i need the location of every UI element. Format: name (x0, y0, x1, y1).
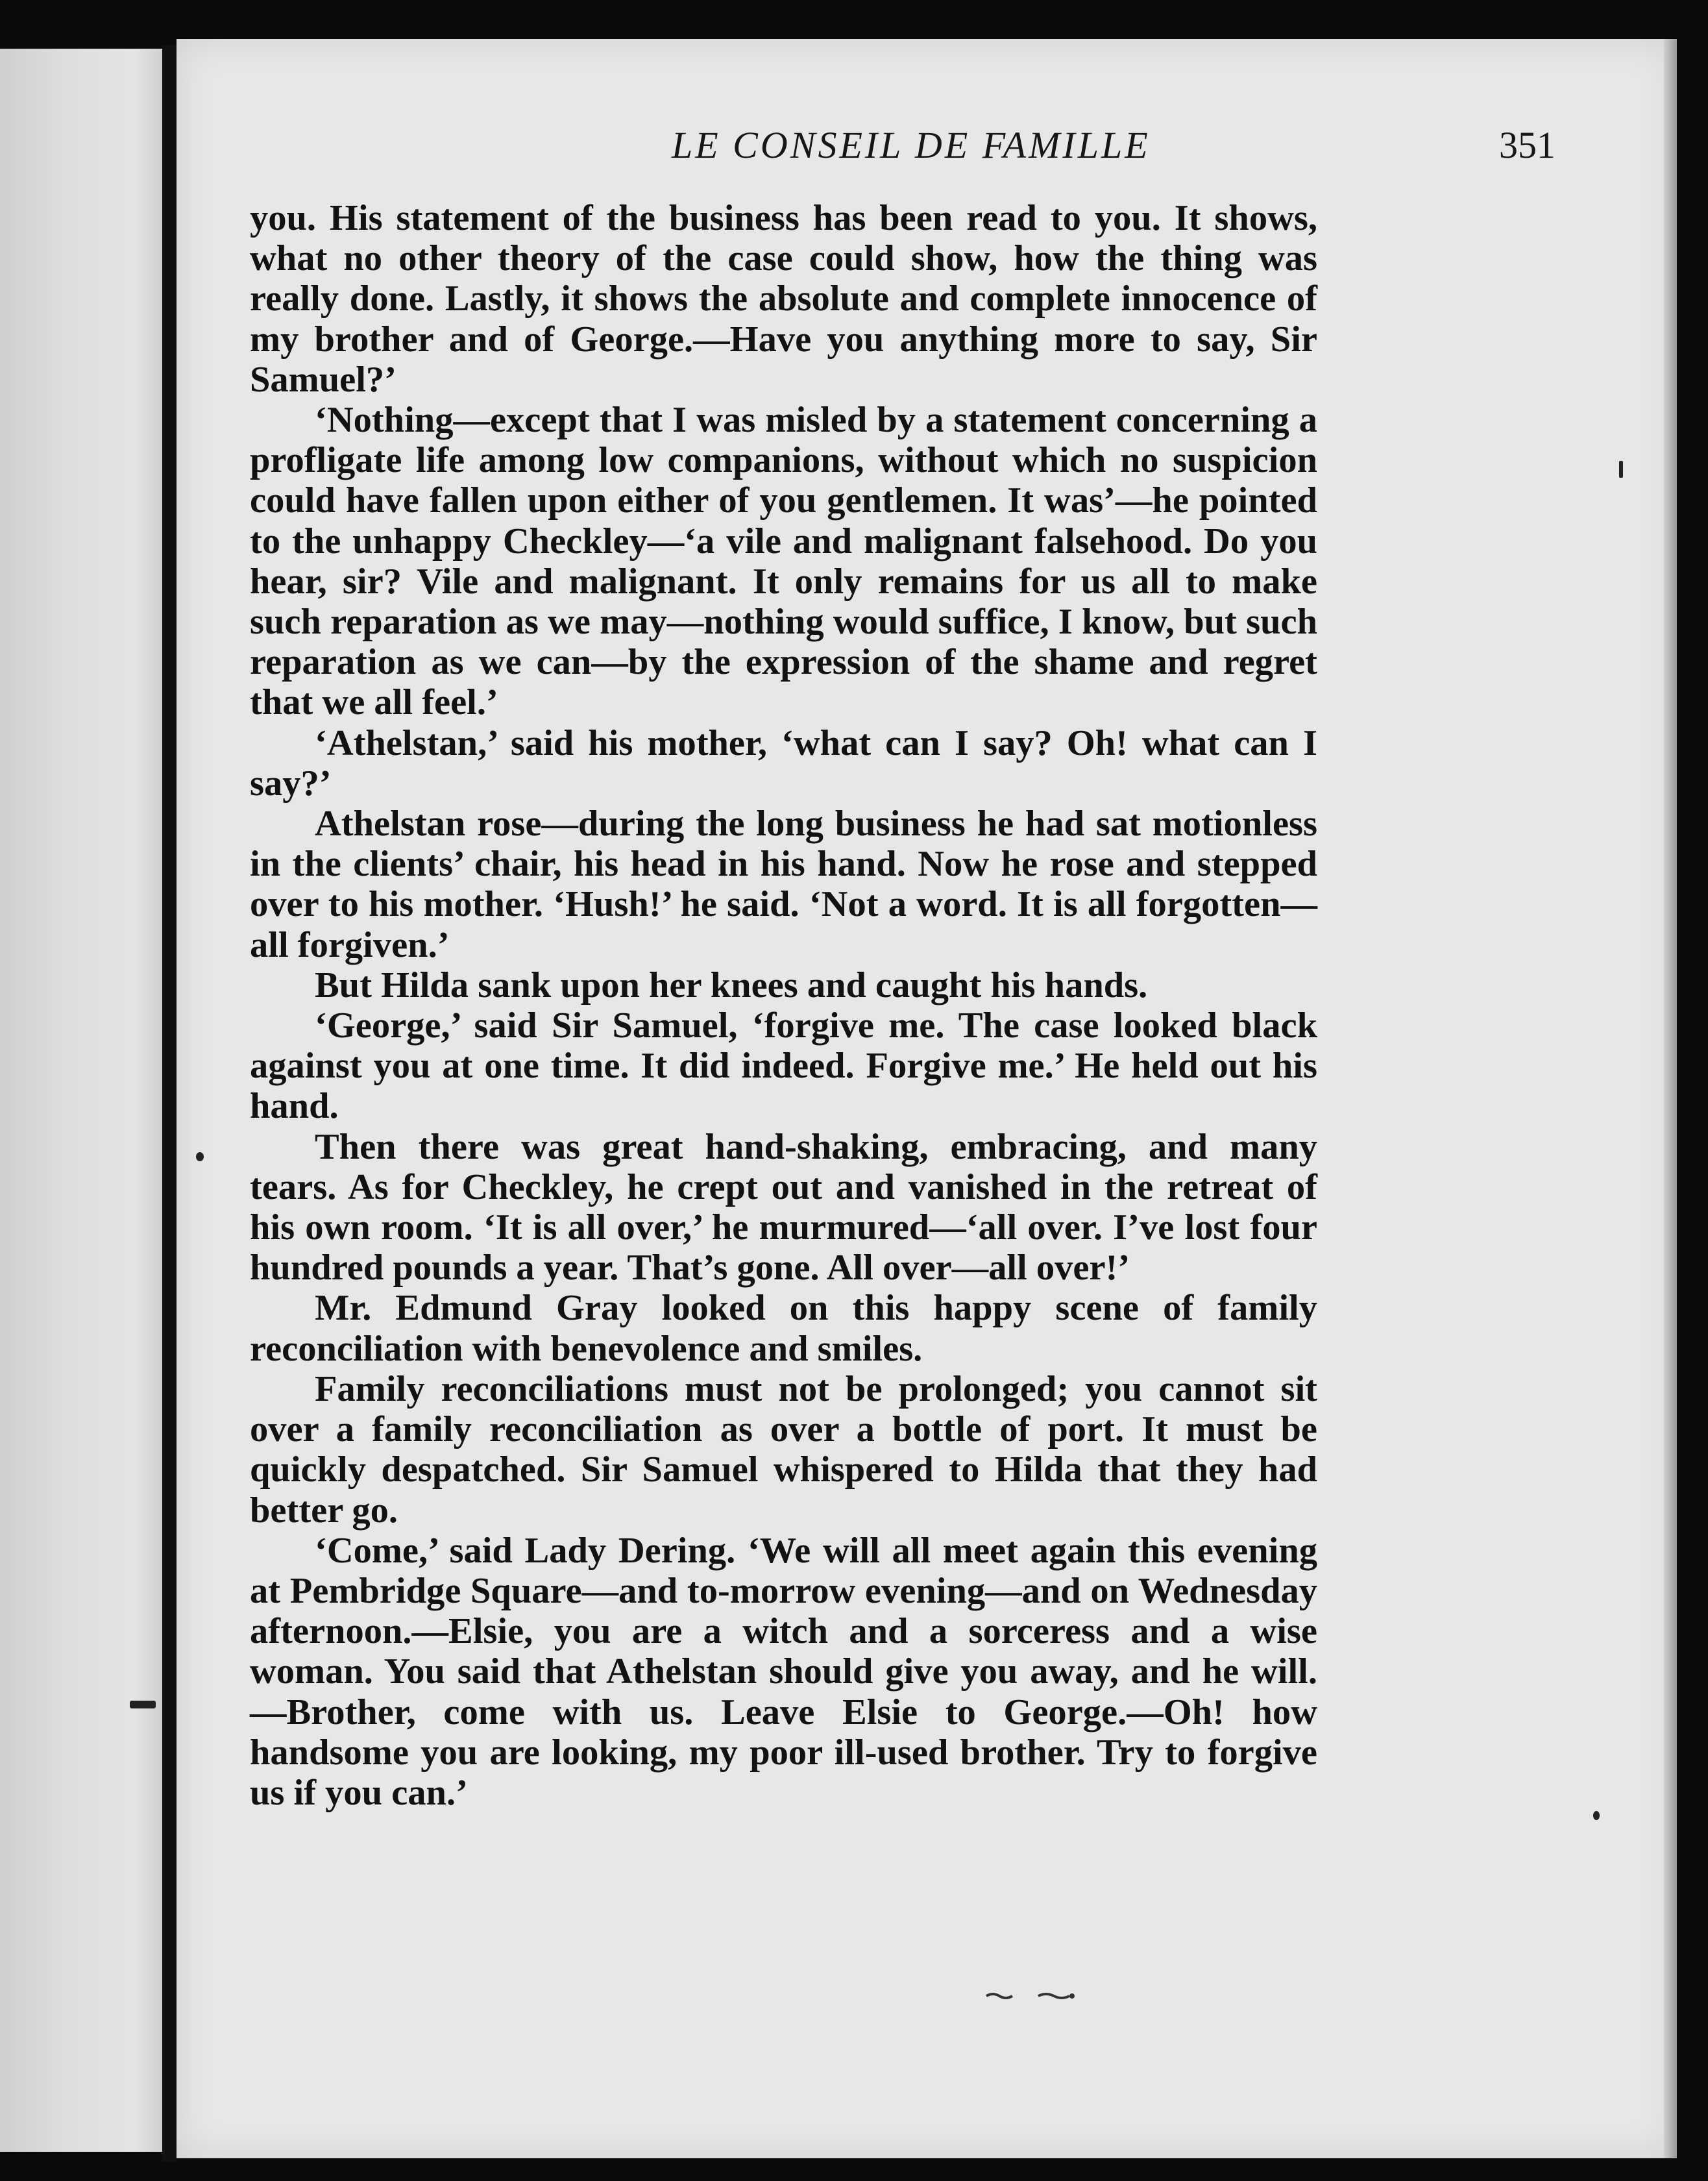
paragraph: But Hilda sank upon her knees and caught his hands. (315, 965, 1148, 1005)
paragraph: ‘Come,’ said Lady Dering. ‘We will all meet again this evening at Pembridge Square—and to-morrow evening—and on Wednesday afternoon.—Elsie, you are a witch and a sorceress and a wise woman. You said that Athelstan should give you away, and he will.—Brother, come with us. Leave Elsie to George.—Oh! how handsome you are looking, my poor ill-used brother. Try to forgive us if you can.’ (250, 1530, 1317, 1813)
book-gutter (162, 45, 177, 2162)
page-edge-shadow (1664, 39, 1677, 2158)
body-text (250, 198, 1317, 1813)
scan-speck (196, 1152, 204, 1161)
scan-speck (1593, 1811, 1600, 1820)
paragraph: Mr. Edmund Gray looked on this happy scene of family reconciliation with benevolence and smiles. (250, 1288, 1317, 1369)
page-number: 351 (1499, 124, 1556, 166)
paragraph: ‘George,’ said Sir Samuel, ‘forgive me. The case looked black against you at one time. It did indeed. Forgive me.’ He held out his hand. (250, 1005, 1317, 1127)
running-title: LE CONSEIL DE FAMILLE (672, 124, 1151, 166)
paragraph: Then there was great hand-shaking, embracing, and many tears. As for Checkley, he crept out and vanished in the retreat of his own room. ‘It is all over,’ he murmured—‘all over. I’ve lost four hundred pounds a year. That’s gone. All over—all over!’ (250, 1126, 1317, 1288)
page-header (250, 123, 1708, 188)
paragraph: Athelstan rose—during the long business he had sat motionless in the clients’ chair, his head in his hand. Now he rose and stepped over to his mother. ‘Hush!’ he said. ‘Not a word. It is all forgotten—all forgiven.’ (250, 804, 1317, 965)
paragraph: ‘Athelstan,’ said his mother, ‘what can I say? Oh! what can I say?’ (250, 722, 1317, 804)
facing-page-edge (0, 49, 170, 2152)
scan-speck (130, 1701, 156, 1708)
paragraph: you. His statement of the business has been read to you. It shows, what no other theory of the case could show, how the thing was really done. Lastly, it shows the absolute and complete innocence of my brother and of George.—Have you anything more to say, Sir Samuel?’ (250, 198, 1317, 400)
end-ornament (792, 1986, 1077, 2006)
paragraph: Family reconciliations must not be prolonged; you cannot sit over a family reconciliation as over a bottle of port. It must be quickly despatched. Sir Samuel whispered to Hilda that they had better go. (250, 1368, 1317, 1531)
paragraph: ‘Nothing—except that I was misled by a statement concerning a profligate life among low companions, without which no suspicion could have fallen upon either of you gentlemen. It was’—he pointed to the unhappy Checkley—‘a vile and malignant falsehood. Do you hear, sir? Vile and malignant. It only remains for us all to make such reparation as we may—nothing would suffice, I know, but such reparation as we can—by the expression of the shame and regret that we all feel.’ (250, 400, 1317, 723)
scan-speck (1619, 461, 1623, 478)
